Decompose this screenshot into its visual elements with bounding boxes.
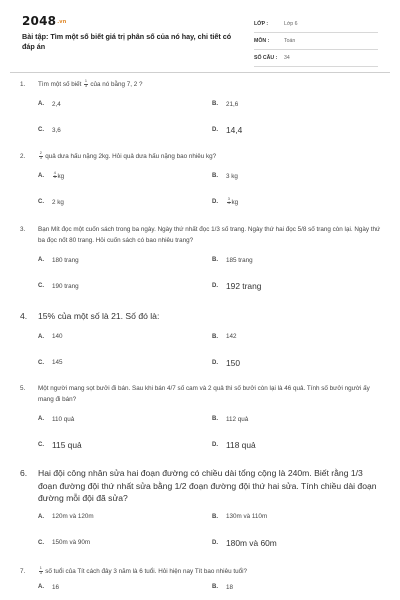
question-5: [20, 383, 382, 450]
option-c[interactable]: C. 115 quả: [38, 440, 82, 450]
option-b[interactable]: B. 18: [212, 583, 234, 591]
option-d[interactable]: D. 150: [212, 357, 240, 368]
option-b[interactable]: B. 142: [212, 333, 237, 340]
worksheet-title: Bài tập: Tìm một số biết giá trị phân số của nó hay, chi tiết có đáp án: [22, 32, 232, 51]
option-b[interactable]: B. 3 kg: [212, 172, 238, 180]
question-number: 3.: [20, 226, 26, 233]
meta-row-grade: LỚP : Lớp 6: [254, 16, 378, 33]
worksheet-header: [0, 0, 400, 70]
question-number: 2.: [20, 153, 26, 160]
question-number: 4.: [20, 311, 28, 321]
meta-row-count: SỐ CÂU : 34: [254, 50, 378, 67]
option-d[interactable]: D. 14,4: [212, 125, 243, 135]
site-logo[interactable]: 2048.vn: [22, 14, 67, 28]
question-6: [20, 467, 382, 548]
option-a[interactable]: A. 180 trang: [38, 256, 79, 264]
question-2: [20, 151, 382, 207]
question-7: [20, 566, 382, 592]
option-b[interactable]: B. 112 quả: [212, 415, 249, 423]
question-number: 6.: [20, 468, 28, 478]
option-d[interactable]: D. 180m và 60m: [212, 537, 277, 548]
option-a[interactable]: A. 120m và 120m: [38, 513, 94, 520]
question-text: Tìm một số biết $\frac{1}{3}$ của nó bằng 7, 2 ?: [38, 79, 143, 88]
option-b[interactable]: B. 185 trang: [212, 256, 253, 264]
option-d[interactable]: D. 192 trang: [212, 281, 262, 291]
meta-row-subject: MÔN : Toán: [254, 33, 378, 50]
option-a[interactable]: A. 140: [38, 333, 63, 340]
option-a[interactable]: A. 16: [38, 583, 60, 591]
question-3: [20, 224, 382, 291]
option-b[interactable]: B. 130m và 110m: [212, 513, 268, 520]
question-text: $\frac{2}{3}$ quả dưa hấu nặng 2kg. Hỏi quả dưa hấu nặng bao nhiêu kg?: [39, 151, 217, 160]
option-c[interactable]: C. 3,6: [38, 126, 61, 134]
option-c[interactable]: C. 150m và 90m: [38, 539, 91, 546]
option-a[interactable]: A. $\frac{4}{3}$ kg: [38, 170, 65, 180]
option-b[interactable]: B. 21,6: [212, 100, 239, 108]
fraction: $\frac{3}{4}$: [227, 196, 230, 206]
option-c[interactable]: C. 190 trang: [38, 282, 79, 290]
question-text: Hai đội công nhân sửa hai đoạn đường có chiều dài tổng cộng là 240m. Biết rằng 1/3 đoạn đường đội thứ nhất sửa bằng 1/2 đoạn đường đội thứ hai sửa. Tính chiều dài đoạn đường mỗi đội đã sửa?: [38, 468, 377, 503]
header-divider: [10, 72, 390, 73]
option-c[interactable]: C. 2 kg: [38, 198, 64, 206]
question-4: [20, 310, 382, 368]
question-text: 15% của một số là 21. Số đó là:: [38, 311, 160, 321]
fraction: $\frac{1}{3}$: [84, 79, 87, 88]
fraction: $\frac{1}{3}$: [39, 566, 42, 575]
fraction: $\frac{4}{3}$: [53, 170, 56, 180]
question-number: 1.: [20, 81, 26, 88]
option-c[interactable]: C. 145: [38, 359, 63, 366]
option-a[interactable]: A. 110 quả: [38, 415, 75, 423]
question-number: 5.: [20, 385, 26, 392]
fraction: $\frac{2}{3}$: [39, 151, 42, 160]
option-d[interactable]: D. $\frac{3}{4}$ kg: [212, 196, 239, 206]
option-d[interactable]: D. 118 quả: [212, 440, 256, 450]
option-a[interactable]: A. 2,4: [38, 100, 61, 108]
question-text: Một người mang sọt bưởi đi bán. Sau khi bán 4/7 số cam và 2 quả thì số bưởi còn lại là 46 quả. Tính số bưởi người ấy mang đi bán?: [38, 385, 370, 403]
question-text: Bạn Mít đọc một cuốn sách trong ba ngày. Ngày thứ nhất đọc 1/3 số trang. Ngày thứ hai đọc 5/8 số trang còn lại. Ngày thứ ba đọc nốt 80 trang. Hỏi cuốn sách có bao nhiêu trang?: [38, 226, 381, 244]
worksheet-meta: [254, 16, 378, 67]
question-number: 7.: [20, 568, 26, 575]
question-1: [20, 79, 382, 135]
question-text: $\frac{1}{3}$ số tuổi của Tít cách đây 3 năm là 6 tuổi. Hỏi hiện nay Tít bao nhiêu tuổi?: [39, 566, 247, 575]
